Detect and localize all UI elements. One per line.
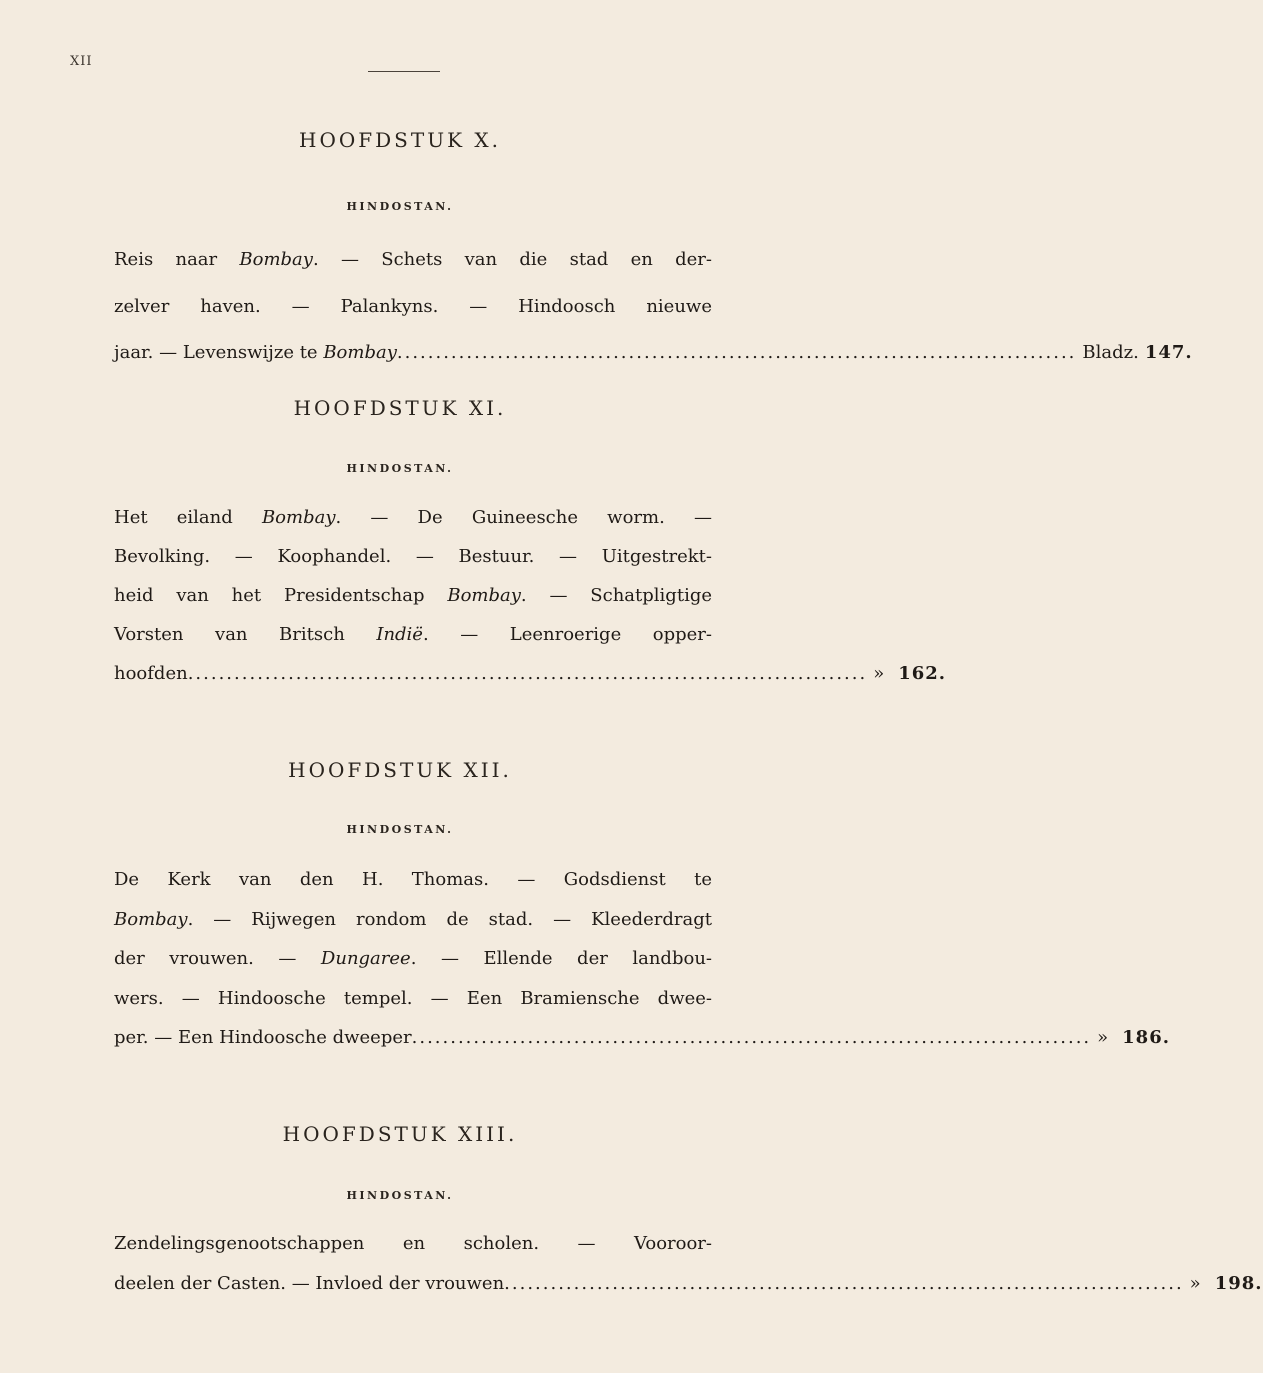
summary-line: De Kerk van den H. Thomas. — Godsdienst te <box>114 869 712 890</box>
summary-last-line: jaar. — Levenswijze te Bombay ........................................................................................ Bladz. 147. <box>114 342 1193 363</box>
summary-line: Vorsten van Britsch Indië. — Leenroerige opper- <box>114 624 712 645</box>
page-number: 198. <box>1214 1273 1263 1294</box>
page-number: 162. <box>898 663 947 684</box>
summary-line: wers. — Hindoosche tempel. — Een Bramiensche dwee- <box>114 988 712 1009</box>
summary-line: Het eiland Bombay. — De Guineesche worm. — <box>114 507 712 528</box>
folio-rule <box>368 71 440 72</box>
chapter-subtitle: HINDOSTAN. <box>346 462 454 475</box>
summary-line: zelver haven. — Palankyns. — Hindoosch nieuwe <box>114 296 712 317</box>
chapter-title: HOOFDSTUK XI. <box>293 396 507 420</box>
page-ref-label: » <box>1189 1273 1201 1294</box>
page-folio: XII <box>70 54 93 69</box>
chapter-title: HOOFDSTUK XIII. <box>282 1122 518 1146</box>
page-number: 186. <box>1122 1027 1170 1048</box>
page-ref-label: » <box>873 663 885 684</box>
page-ref-label: » <box>1097 1027 1109 1048</box>
summary-line: der vrouwen. — Dungaree. — Ellende der landbou- <box>114 948 712 969</box>
summary-last-line: per. — Een Hindoosche dweeper ........................................................................................ » 186. <box>114 1027 1170 1048</box>
summary-last-line: deelen der Casten. — Invloed der vrouwen ........................................................................................ » 198. <box>114 1273 1263 1294</box>
page-number: 147. <box>1144 342 1193 363</box>
summary-line: heid van het Presidentschap Bombay. — Schatpligtige <box>114 585 712 606</box>
page-ref-label: Bladz. <box>1082 342 1139 363</box>
summary-line: Bevolking. — Koophandel. — Bestuur. — Uitgestrekt- <box>114 546 712 567</box>
summary-last-line: hoofden ........................................................................................ » 162. <box>114 663 947 684</box>
summary-line: Zendelingsgenootschappen en scholen. — Vooroor- <box>114 1233 712 1254</box>
chapter-title: HOOFDSTUK XII. <box>288 758 512 782</box>
chapter-subtitle: HINDOSTAN. <box>346 200 454 213</box>
chapter-subtitle: HINDOSTAN. <box>346 1189 454 1202</box>
summary-line: Bombay. — Rijwegen rondom de stad. — Kleederdragt <box>114 909 712 930</box>
summary-line: Reis naar Bombay. — Schets van die stad en der- <box>114 249 712 270</box>
chapter-subtitle: HINDOSTAN. <box>346 823 454 836</box>
chapter-title: HOOFDSTUK X. <box>299 128 501 152</box>
